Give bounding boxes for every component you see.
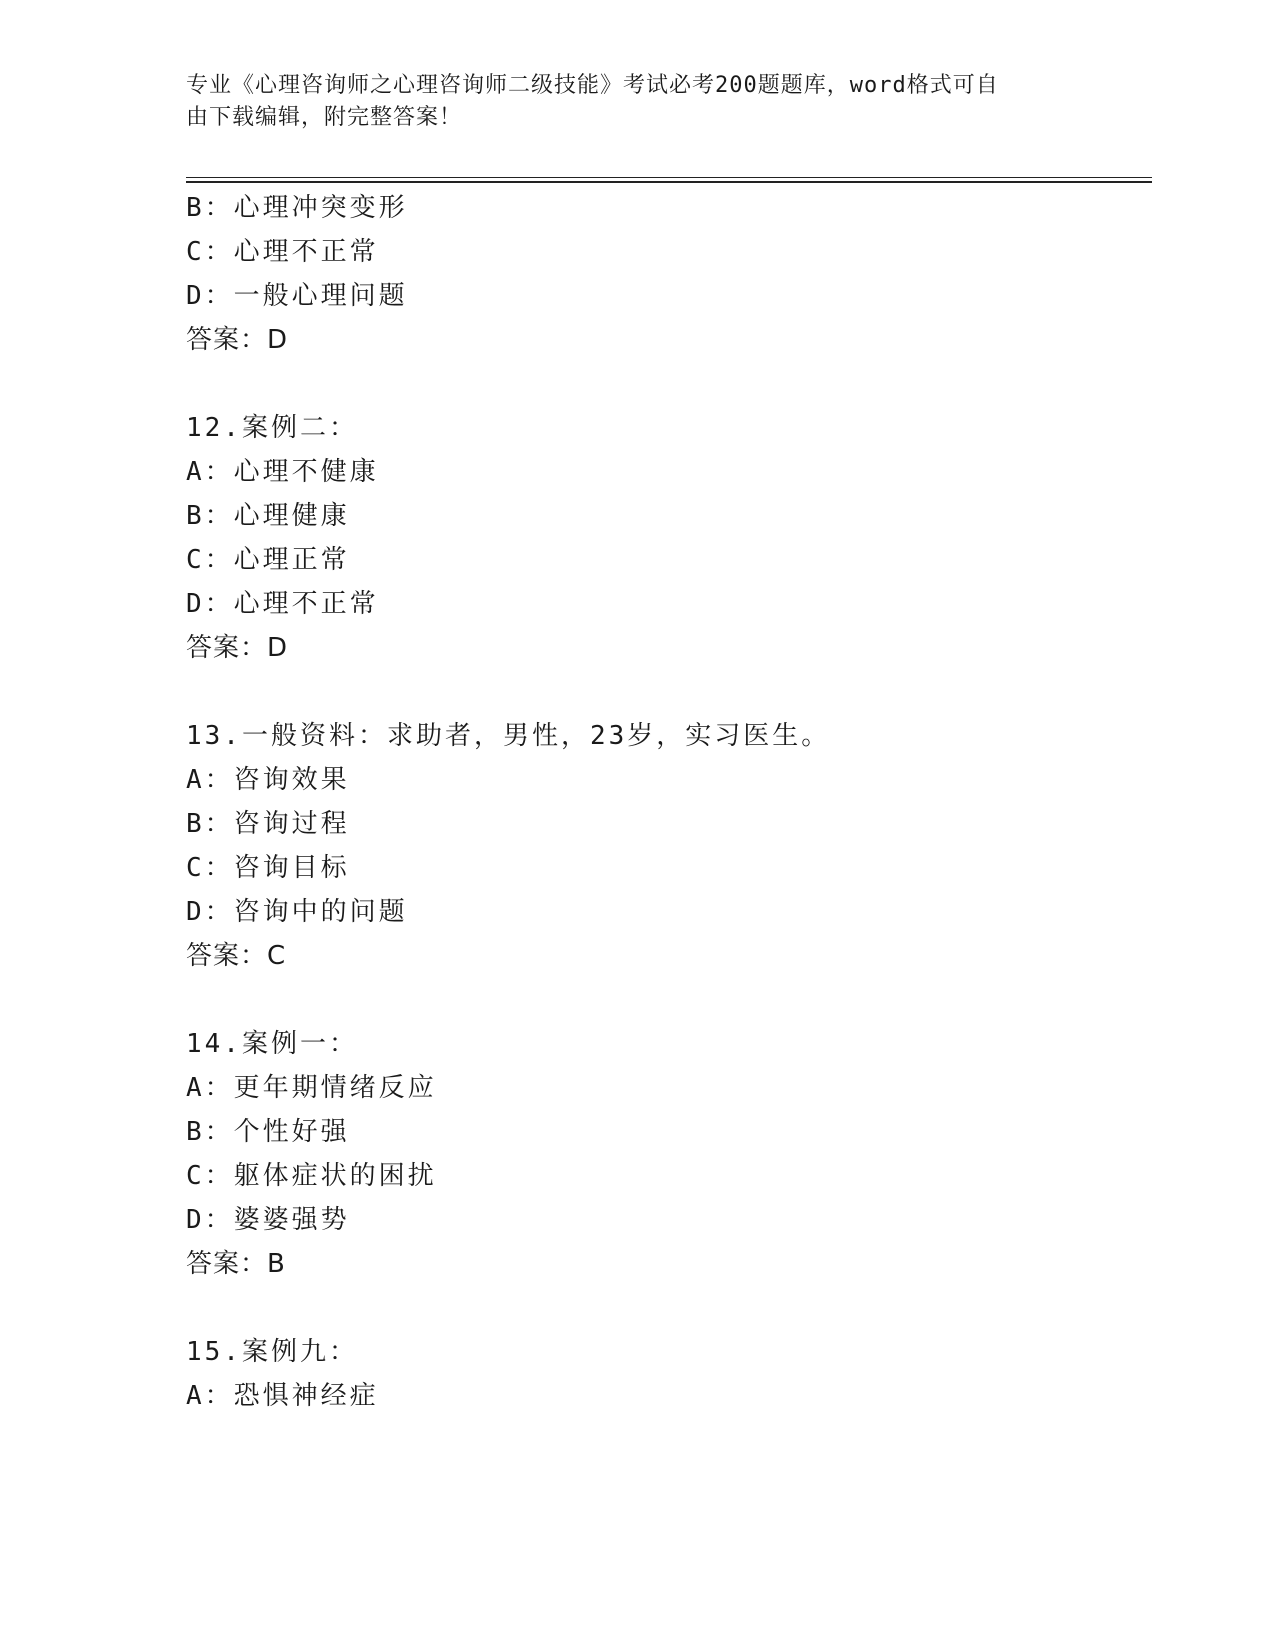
header-line-1: 专业《心理咨询师之心理咨询师二级技能》考试必考200题题库，word格式可自 bbox=[186, 73, 999, 98]
option-a-q14: A：更年期情绪反应 bbox=[186, 1073, 437, 1103]
document-header bbox=[186, 70, 1066, 134]
header-line-2: 由下载编辑，附完整答案！ bbox=[186, 105, 463, 130]
answer-q11: 答案：D bbox=[186, 325, 289, 355]
option-d-q14: D：婆婆强势 bbox=[186, 1205, 350, 1235]
option-c-q11: C：心理不正常 bbox=[186, 237, 379, 267]
header-divider-thick bbox=[186, 181, 1152, 183]
option-d-q13: D：咨询中的问题 bbox=[186, 897, 408, 927]
question-13: 13.一般资料：求助者，男性，23岁，实习医生。 bbox=[186, 721, 831, 751]
option-b-q14: B：个性好强 bbox=[186, 1117, 350, 1147]
answer-q13: 答案：C bbox=[186, 941, 287, 971]
option-a-q13: A：咨询效果 bbox=[186, 765, 350, 795]
answer-q14: 答案：B bbox=[186, 1249, 286, 1279]
option-d-q12: D：心理不正常 bbox=[186, 589, 379, 619]
option-c-q13: C：咨询目标 bbox=[186, 853, 350, 883]
option-b-q13: B：咨询过程 bbox=[186, 809, 350, 839]
option-d-q11: D：一般心理问题 bbox=[186, 281, 408, 311]
option-c-q14: C：躯体症状的困扰 bbox=[186, 1161, 437, 1191]
answer-q12: 答案：D bbox=[186, 633, 289, 663]
question-15: 15.案例九： bbox=[186, 1337, 358, 1367]
question-14: 14.案例一： bbox=[186, 1029, 358, 1059]
option-a-q12: A：心理不健康 bbox=[186, 457, 379, 487]
option-c-q12: C：心理正常 bbox=[186, 545, 350, 575]
option-b-q11: B：心理冲突变形 bbox=[186, 193, 408, 223]
question-12: 12.案例二： bbox=[186, 413, 358, 443]
option-b-q12: B：心理健康 bbox=[186, 501, 350, 531]
header-divider-thin bbox=[186, 177, 1152, 178]
option-a-q15: A：恐惧神经症 bbox=[186, 1381, 379, 1411]
